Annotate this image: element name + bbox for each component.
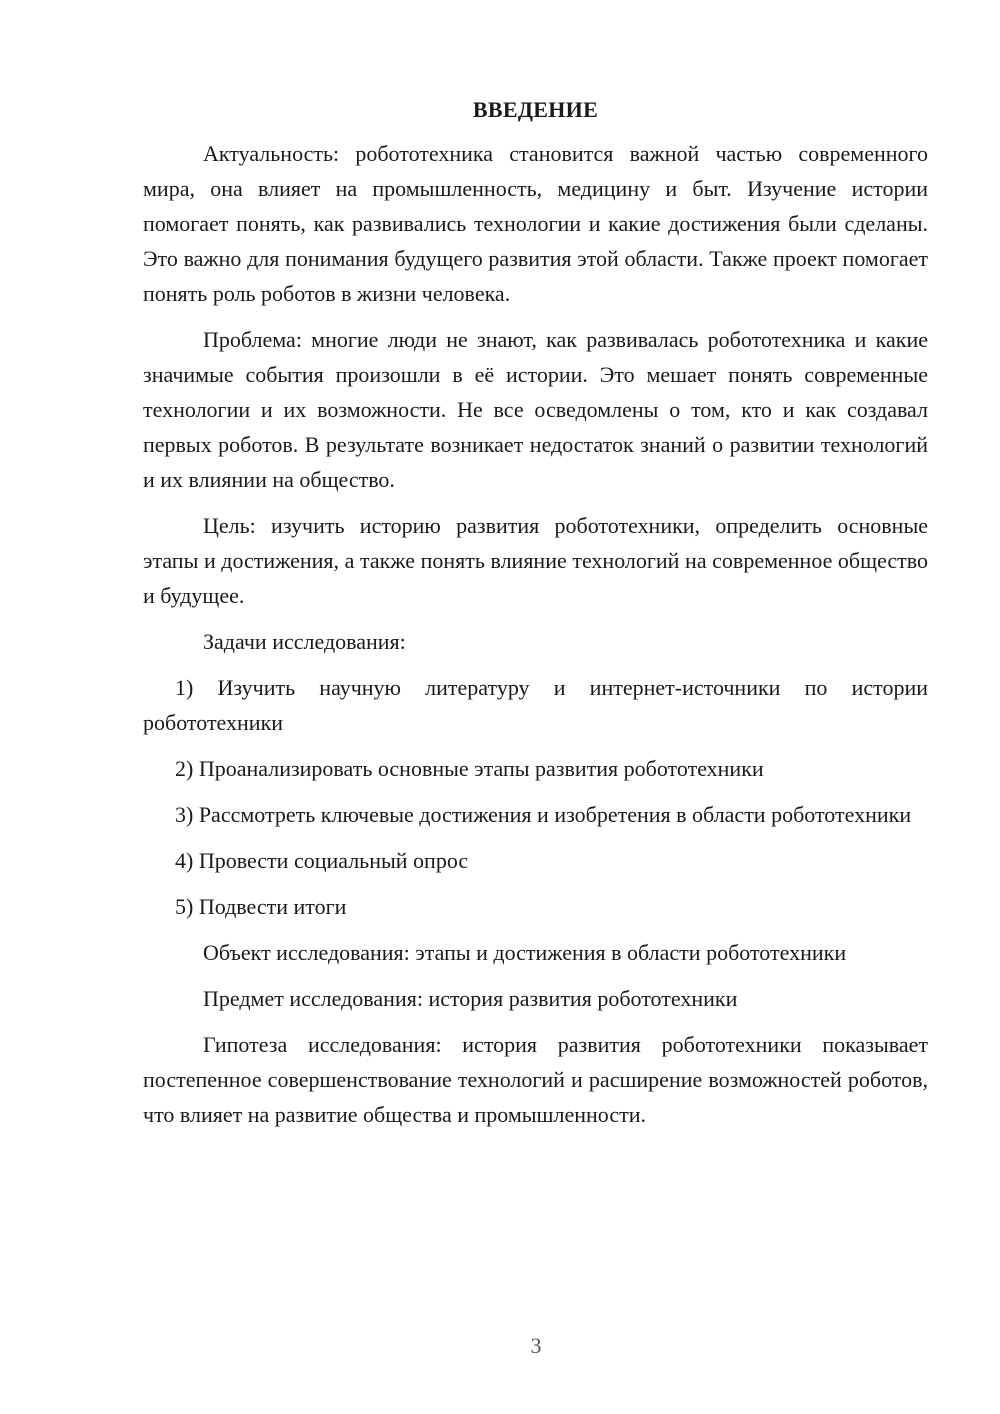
subject-paragraph: Предмет исследования: история развития робототехники: [203, 986, 738, 1011]
problem-paragraph: Проблема: многие люди не знают, как развивалась робототехника и какие значимые события произошли в её истории. Это мешает понять современные технологии и их возможности. Не все осведомлены о том, кто и как создавал первых роботов. В результате возникает недостаток знаний о развитии технологий и их влиянии на общество.: [143, 327, 928, 492]
task-item-2: 2) Проанализировать основные этапы развития робототехники: [175, 756, 764, 781]
task-item-3: 3) Рассмотреть ключевые достижения и изобретения в области робототехники: [175, 802, 912, 827]
task-item-1: 1) Изучить научную литературу и интернет-источники по истории робототехники: [143, 675, 928, 735]
page-number: 3: [530, 1333, 542, 1358]
object-paragraph: Объект исследования: этапы и достижения в области робототехники: [203, 940, 847, 965]
task-item-5: 5) Подвести итоги: [175, 894, 347, 919]
goal-paragraph: Цель: изучить историю развития робототехники, определить основные этапы и достижения, а также понять влияние технологий на современное общество и будущее.: [143, 513, 928, 608]
tasks-heading: Задачи исследования:: [203, 629, 406, 654]
task-item-4: 4) Провести социальный опрос: [175, 848, 469, 873]
relevance-paragraph: Актуальность: робототехника становится важной частью современного мира, она влияет на промышленность, медицину и быт. Изучение истории помогает понять, как развивались технологии и какие достижения были сделаны. Это важно для понимания будущего развития этой области. Также проект помогает понять роль роботов в жизни человека.: [143, 141, 928, 306]
document-page: [143, 94, 928, 1143]
hypothesis-paragraph: Гипотеза исследования: история развития робототехники показывает постепенное совершенствование технологий и расширение возможностей роботов, что влияет на развитие общества и промышленности.: [143, 1032, 928, 1127]
page-title: ВВЕДЕНИЕ: [472, 97, 599, 122]
